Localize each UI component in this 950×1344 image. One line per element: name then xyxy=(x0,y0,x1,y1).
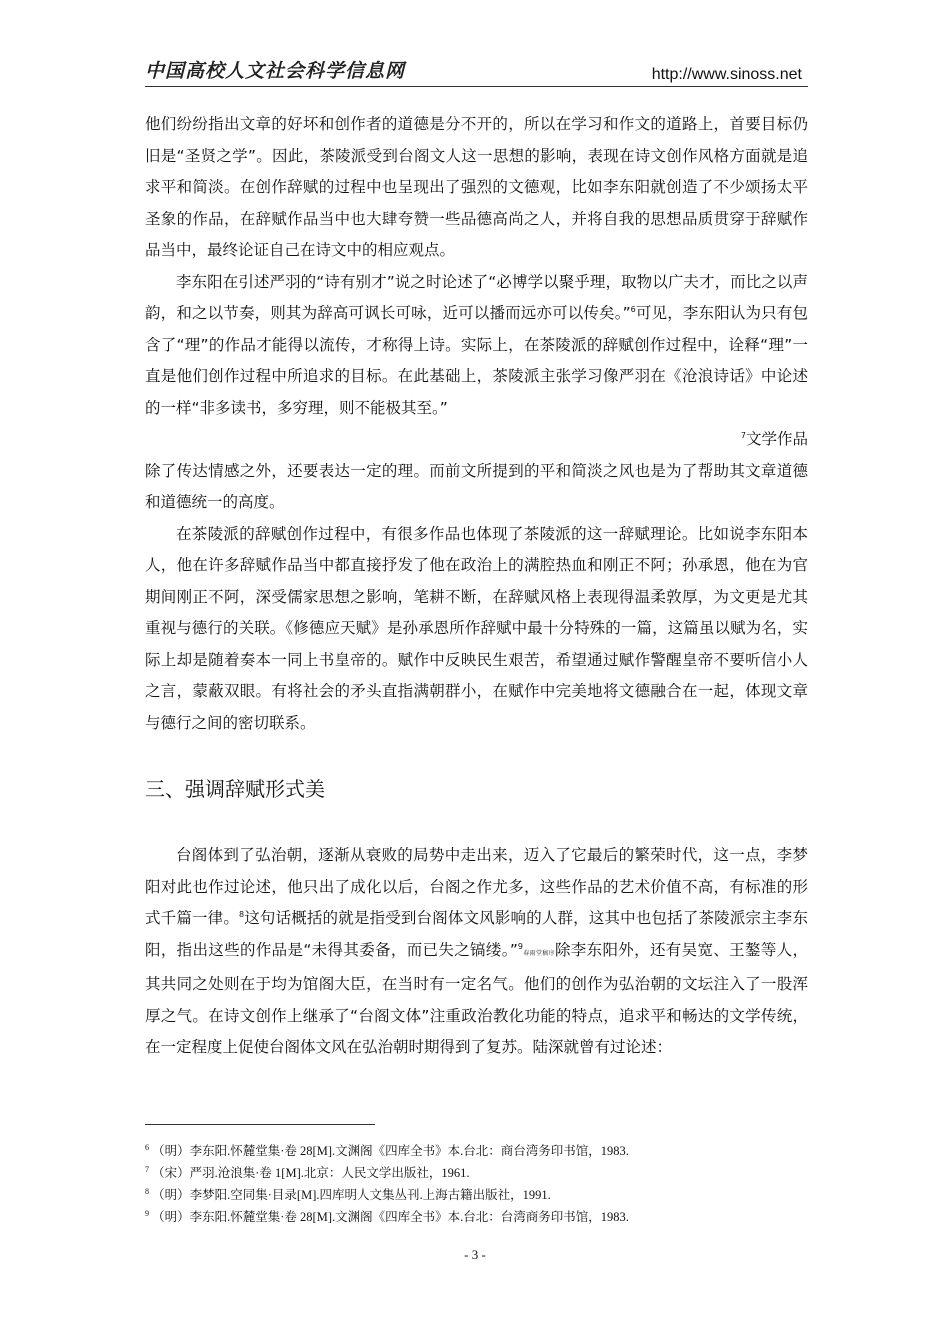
footnote-text: （明）李东阳.怀麓堂集·卷 28[M].文渊阁《四库全书》本.台北：商台湾务印书馆，1983. xyxy=(152,1144,629,1158)
paragraph-2-part-c: 文学作品 xyxy=(745,430,808,448)
footnote-number: 9 xyxy=(145,1208,149,1218)
site-logo: 中国高校人文社会科学信息网 xyxy=(145,60,406,82)
footnote-8 xyxy=(145,1184,808,1206)
paragraph-2 xyxy=(145,267,808,519)
paragraph-4-part-a: 台阁体到了弘治朝，逐渐从衰败的局势中走出来，迈入了它最后的繁荣时代，这一点，李梦阳对此也作过论述，他只出了成化以后，台阁之作尤多，这些作品的艺术价值不高，有标准的形式千篇一律。 xyxy=(145,846,808,927)
footnote-number: 8 xyxy=(145,1186,149,1196)
paragraph-3: 在茶陵派的辞赋创作过程中，有很多作品也体现了茶陵派的这一辞赋理论。比如说李东阳本人，他在许多辞赋作品当中都直接抒发了他在政治上的满腔热血和刚正不阿；孙承恩，他在为官期间刚正不阿，深受儒家思想之影响，笔耕不断，在辞赋风格上表现得温柔敦厚，为文更是尤其重视与德行的关联。《修德应天赋》是孙承恩所作辞赋中最十分特殊的一篇，这篇虽以赋为名，实际上却是随着奏本一同上书皇帝的。赋作中反映民生艰苦，希望通过赋作警醒皇帝不要听信小人之言，蒙蔽双眼。有将社会的矛头直指满朝群小，在赋作中完美地将文德融合在一起，体现文章与德行之间的密切联系。 xyxy=(145,524,808,732)
page-header xyxy=(145,56,808,87)
footnote-ref-6[interactable]: 6 xyxy=(630,304,636,314)
paragraph-2-right-line xyxy=(145,424,808,456)
paragraph-2-part-a: 李东阳在引述严羽的“诗有别才”说之时论述了“必博学以聚乎理，取物以广夫才，而比之以声韵，和之以节奏，则其为辞高可讽长可咏，近可以播而远亦可以传矣。” xyxy=(145,272,808,322)
footnote-9 xyxy=(145,1206,808,1228)
footnote-text: （明）李梦阳.空同集·目录[M].四库明人文集丛刊.上海古籍出版社，1991. xyxy=(152,1188,551,1202)
paragraph-4-part-b: 这句话概括的就是指受到台阁体文风影响的人群，这其中也包括了茶陵派宗主李东阳，指出这些的作品是“未得其委备，而已失之镐缕。” xyxy=(145,909,808,959)
footnote-text: （明）李东阳.怀麓堂集·卷 28[M].文渊阁《四库全书》本.台北：台湾商务印书馆，1983. xyxy=(152,1210,629,1224)
site-url[interactable]: http://www.sinoss.net xyxy=(651,66,802,83)
section-heading: 三、强调辞赋形式美 xyxy=(145,777,325,801)
inline-note: 春雨堂稿序 xyxy=(522,949,555,957)
body-block-1 xyxy=(145,109,808,739)
footnote-6 xyxy=(145,1140,808,1162)
body-block-2 xyxy=(145,840,808,1064)
paragraph-1: 他们纷纷指出文章的好坏和创作者的道德是分不开的，所以在学习和作文的道路上，首要目标仍旧是“圣贤之学”。因此，茶陵派受到台阁文人这一思想的影响，表现在诗文创作风格方面就是追求平和简淡。在创作辞赋的过程中也呈现出了强烈的文德观，比如李东阳就创造了不少颂扬太平圣象的作品，在辞赋作品当中也大肆夸赞一些品德高尚之人，并将自我的思想品质贯穿于辞赋作品当中，最终论证自己在诗文中的相应观点。 xyxy=(145,115,808,259)
page-number: - 3 - xyxy=(464,1247,486,1262)
footnote-ref-9[interactable]: 9 xyxy=(517,941,523,951)
paragraph-4 xyxy=(145,840,808,1064)
footnote-7 xyxy=(145,1162,808,1184)
paragraph-2-part-b: 可见，李东阳认为只有包含了“理”的作品才能得以流传，才称得上诗。实际上，在茶陵派的辞赋创作过程中，诠释“理”一直是他们创作过程中所追求的目标。在此基础上，茶陵派主张学习像严羽在《沧浪诗话》中论述的一样“非多读书，多穷理，则不能极其至。” xyxy=(145,304,808,417)
footnotes xyxy=(145,1140,808,1228)
footnote-ref-8[interactable]: 8 xyxy=(238,909,245,919)
footnote-divider xyxy=(145,1124,375,1125)
paragraph-4-part-c: 除李东阳外，还有吴宽、王鏊等人，其共同之处则在于均为馆阁大臣，在当时有一定名气。他们的创作为弘治朝的文坛注入了一股浑厚之气。在诗文创作上继承了“台阁文体”注重政治教化功能的特点，追求平和畅达的文学传统，在一定程度上促使台阁体文风在弘治朝时期得到了复苏。陆深就曾有过论述： xyxy=(145,940,808,1056)
footnote-number: 6 xyxy=(145,1142,149,1152)
footnote-text: （宋）严羽.沧浪集·卷 1[M].北京：人民文学出版社，1961. xyxy=(152,1166,470,1180)
footnote-number: 7 xyxy=(145,1164,149,1174)
footnote-ref-7[interactable]: 7 xyxy=(740,430,746,440)
paragraph-2-part-d: 除了传达情感之外，还要表达一定的理。而前文所提到的平和简淡之风也是为了帮助其文章道德和道德统一的高度。 xyxy=(145,461,808,511)
